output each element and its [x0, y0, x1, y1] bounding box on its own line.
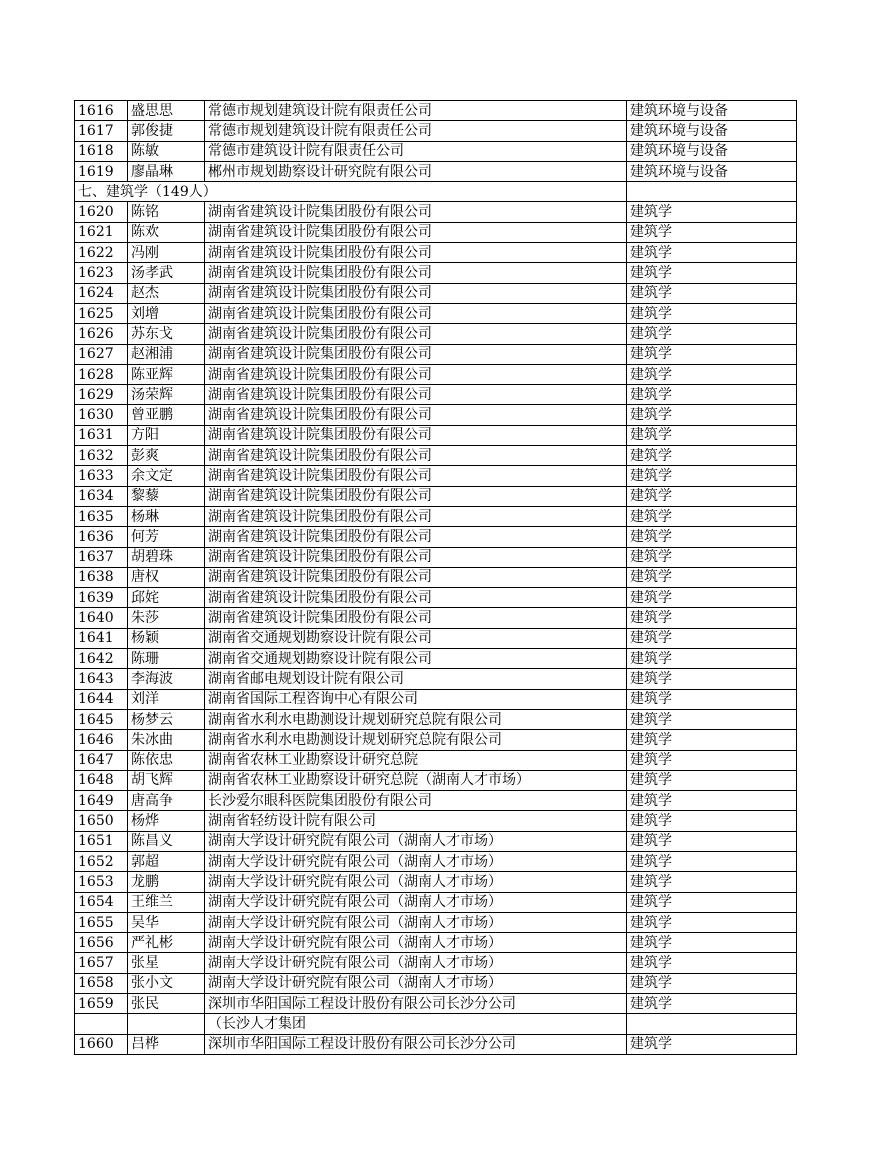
- empty-cell: [627, 182, 797, 202]
- unit-cell: 湖南大学设计研究院有限公司（湖南人才市场）: [205, 912, 627, 932]
- major-cell: 建筑学: [627, 344, 797, 364]
- unit-cell: 常德市规划建筑设计院有限责任公司: [205, 121, 627, 141]
- table-row: [75, 872, 797, 892]
- name-cell: 盛思思: [128, 101, 205, 121]
- major-cell: 建筑学: [627, 973, 797, 993]
- name-cell: 唐权: [128, 567, 205, 587]
- major-cell: 建筑学: [627, 547, 797, 567]
- name-cell: 陈欢: [128, 222, 205, 242]
- unit-cell: 长沙爱尔眼科医院集团股份有限公司: [205, 791, 627, 811]
- table-row: [75, 669, 797, 689]
- unit-cell: 湖南省建筑设计院集团股份有限公司: [205, 466, 627, 486]
- serial-number-cell: 1637: [75, 547, 128, 567]
- table-row: [75, 770, 797, 790]
- unit-cell: 湖南省水利水电勘测设计规划研究总院有限公司: [205, 730, 627, 750]
- section-title: 七、建筑学（149人）: [75, 182, 627, 202]
- unit-cell: 湖南省建筑设计院集团股份有限公司: [205, 446, 627, 466]
- unit-cell: 湖南省建筑设计院集团股份有限公司: [205, 425, 627, 445]
- table-row: [75, 466, 797, 486]
- roster-body: [75, 101, 797, 1055]
- major-cell: 建筑学: [627, 486, 797, 506]
- table-row: [75, 1034, 797, 1054]
- unit-cell: 湖南省建筑设计院集团股份有限公司: [205, 405, 627, 425]
- name-cell: 余文定: [128, 466, 205, 486]
- name-cell: 杨梦云: [128, 709, 205, 729]
- name-cell: 王维兰: [128, 892, 205, 912]
- table-row: [75, 953, 797, 973]
- table-row: [75, 811, 797, 831]
- table-row: [75, 405, 797, 425]
- major-cell: 建筑学: [627, 791, 797, 811]
- major-cell: 建筑学: [627, 588, 797, 608]
- serial-number-cell: 1626: [75, 324, 128, 344]
- table-row: [75, 283, 797, 303]
- serial-number-cell: 1659: [75, 994, 128, 1014]
- table-row: [75, 202, 797, 222]
- table-row: [75, 506, 797, 526]
- table-row: [75, 344, 797, 364]
- name-cell: 张小文: [128, 973, 205, 993]
- serial-number-cell: 1641: [75, 628, 128, 648]
- name-cell: 黎藜: [128, 486, 205, 506]
- serial-number-cell: 1649: [75, 791, 128, 811]
- serial-number-cell: 1642: [75, 649, 128, 669]
- serial-number-cell: 1616: [75, 101, 128, 121]
- name-cell: 汤孝武: [128, 263, 205, 283]
- name-cell: 龙鹏: [128, 872, 205, 892]
- unit-cell: 湖南省建筑设计院集团股份有限公司: [205, 527, 627, 547]
- table-row: [75, 364, 797, 384]
- major-cell: 建筑学: [627, 872, 797, 892]
- table-row: [75, 141, 797, 161]
- unit-cell: 深圳市华阳国际工程设计股份有限公司长沙分公司: [205, 994, 627, 1014]
- serial-number-cell: 1660: [75, 1034, 128, 1054]
- serial-number-cell: 1644: [75, 689, 128, 709]
- name-cell: 刘洋: [128, 689, 205, 709]
- table-row: [75, 851, 797, 871]
- table-row: [75, 222, 797, 242]
- major-cell: 建筑学: [627, 405, 797, 425]
- unit-cell: 常德市规划建筑设计院有限责任公司: [205, 101, 627, 121]
- unit-cell: 湖南省建筑设计院集团股份有限公司: [205, 608, 627, 628]
- major-cell: 建筑学: [627, 567, 797, 587]
- unit-cell: 郴州市规划勘察设计研究院有限公司: [205, 161, 627, 181]
- table-row: [75, 161, 797, 181]
- name-cell: 胡飞辉: [128, 770, 205, 790]
- serial-number-cell: 1656: [75, 933, 128, 953]
- major-cell: 建筑环境与设备: [627, 141, 797, 161]
- major-cell: 建筑学: [627, 243, 797, 263]
- table-row: [75, 709, 797, 729]
- table-row: [75, 750, 797, 770]
- serial-number-cell: 1623: [75, 263, 128, 283]
- name-cell: 陈依忠: [128, 750, 205, 770]
- serial-number-cell: 1629: [75, 385, 128, 405]
- name-cell: 陈铭: [128, 202, 205, 222]
- table-row: [75, 933, 797, 953]
- serial-number-cell: 1646: [75, 730, 128, 750]
- table-row: [75, 730, 797, 750]
- major-cell: 建筑学: [627, 222, 797, 242]
- name-cell: 杨琳: [128, 506, 205, 526]
- major-cell: 建筑学: [627, 1034, 797, 1054]
- table-row: [75, 892, 797, 912]
- serial-number-cell: 1622: [75, 243, 128, 263]
- table-row: [75, 791, 797, 811]
- name-cell: 陈昌义: [128, 831, 205, 851]
- table-row: [75, 649, 797, 669]
- table-row: [75, 486, 797, 506]
- table-row: [75, 831, 797, 851]
- serial-number-cell: 1633: [75, 466, 128, 486]
- table-row: [75, 446, 797, 466]
- name-cell: 张民: [128, 994, 205, 1014]
- serial-number-cell: 1621: [75, 222, 128, 242]
- name-cell: 朱莎: [128, 608, 205, 628]
- serial-number-cell: 1632: [75, 446, 128, 466]
- unit-cell: 湖南省建筑设计院集团股份有限公司: [205, 263, 627, 283]
- major-cell: 建筑学: [627, 425, 797, 445]
- table-row: [75, 547, 797, 567]
- major-cell: 建筑学: [627, 385, 797, 405]
- serial-number-cell: 1631: [75, 425, 128, 445]
- major-cell: 建筑环境与设备: [627, 121, 797, 141]
- serial-number-cell: 1653: [75, 872, 128, 892]
- serial-number-cell: 1636: [75, 527, 128, 547]
- name-cell: 赵杰: [128, 283, 205, 303]
- serial-number-cell: 1647: [75, 750, 128, 770]
- name-cell: 陈敏: [128, 141, 205, 161]
- major-cell: 建筑学: [627, 608, 797, 628]
- table-row: [75, 689, 797, 709]
- unit-cell: 湖南省建筑设计院集团股份有限公司: [205, 588, 627, 608]
- table-row: [75, 973, 797, 993]
- unit-cell: 湖南省建筑设计院集团股份有限公司: [205, 324, 627, 344]
- unit-cell: 湖南省建筑设计院集团股份有限公司: [205, 202, 627, 222]
- unit-cell: 湖南大学设计研究院有限公司（湖南人才市场）: [205, 831, 627, 851]
- name-cell: 严礼彬: [128, 933, 205, 953]
- major-cell: 建筑学: [627, 953, 797, 973]
- serial-number-cell: 1639: [75, 588, 128, 608]
- serial-number-cell: 1634: [75, 486, 128, 506]
- major-cell: 建筑学: [627, 851, 797, 871]
- name-cell: 刘增: [128, 303, 205, 323]
- unit-cell: （长沙人才集团: [205, 1014, 627, 1034]
- major-cell: 建筑环境与设备: [627, 161, 797, 181]
- unit-cell: 湖南省农林工业勘察设计研究总院（湖南人才市场）: [205, 770, 627, 790]
- unit-cell: 湖南大学设计研究院有限公司（湖南人才市场）: [205, 953, 627, 973]
- major-cell: 建筑学: [627, 506, 797, 526]
- name-cell: 吴华: [128, 912, 205, 932]
- table-row: [75, 425, 797, 445]
- serial-number-cell: 1651: [75, 831, 128, 851]
- major-cell: 建筑学: [627, 750, 797, 770]
- serial-number-cell: 1628: [75, 364, 128, 384]
- name-cell: 郭俊捷: [128, 121, 205, 141]
- table-row: [75, 385, 797, 405]
- table-row: [75, 567, 797, 587]
- major-cell: 建筑学: [627, 669, 797, 689]
- serial-number-cell: 1619: [75, 161, 128, 181]
- name-cell: 杨颖: [128, 628, 205, 648]
- unit-cell: 湖南省交通规划勘察设计院有限公司: [205, 628, 627, 648]
- major-cell: 建筑学: [627, 770, 797, 790]
- major-cell: 建筑学: [627, 324, 797, 344]
- serial-number-cell: 1625: [75, 303, 128, 323]
- section-header-row: [75, 182, 797, 202]
- unit-cell: 湖南省建筑设计院集团股份有限公司: [205, 547, 627, 567]
- unit-cell: 湖南省建筑设计院集团股份有限公司: [205, 506, 627, 526]
- serial-number-cell: 1650: [75, 811, 128, 831]
- unit-cell: 湖南省建筑设计院集团股份有限公司: [205, 283, 627, 303]
- unit-cell: 湖南大学设计研究院有限公司（湖南人才市场）: [205, 892, 627, 912]
- major-cell: 建筑学: [627, 831, 797, 851]
- serial-number-cell: 1635: [75, 506, 128, 526]
- unit-cell: 湖南省交通规划勘察设计院有限公司: [205, 649, 627, 669]
- unit-cell: 湖南省建筑设计院集团股份有限公司: [205, 243, 627, 263]
- unit-cell: 湖南省建筑设计院集团股份有限公司: [205, 364, 627, 384]
- serial-number-cell: 1627: [75, 344, 128, 364]
- name-cell: 曾亚鹏: [128, 405, 205, 425]
- unit-cell: 深圳市华阳国际工程设计股份有限公司长沙分公司: [205, 1034, 627, 1054]
- table-row: [75, 588, 797, 608]
- unit-cell: 湖南省建筑设计院集团股份有限公司: [205, 385, 627, 405]
- serial-number-cell: 1620: [75, 202, 128, 222]
- serial-number-cell: 1638: [75, 567, 128, 587]
- unit-cell: 湖南省建筑设计院集团股份有限公司: [205, 486, 627, 506]
- unit-cell: 湖南省邮电规划设计院有限公司: [205, 669, 627, 689]
- name-cell: 朱冰曲: [128, 730, 205, 750]
- serial-number-cell: 1658: [75, 973, 128, 993]
- table-row: [75, 527, 797, 547]
- name-cell: 何芳: [128, 527, 205, 547]
- major-cell: 建筑学: [627, 811, 797, 831]
- major-cell: 建筑学: [627, 466, 797, 486]
- major-cell: 建筑学: [627, 709, 797, 729]
- table-row: [75, 608, 797, 628]
- unit-cell: 湖南省水利水电勘测设计规划研究总院有限公司: [205, 709, 627, 729]
- major-cell: 建筑学: [627, 730, 797, 750]
- table-row: [75, 994, 797, 1014]
- unit-cell: 湖南省建筑设计院集团股份有限公司: [205, 222, 627, 242]
- name-cell: 胡碧珠: [128, 547, 205, 567]
- unit-cell: 湖南大学设计研究院有限公司（湖南人才市场）: [205, 872, 627, 892]
- table-row: [75, 263, 797, 283]
- unit-cell: 湖南大学设计研究院有限公司（湖南人才市场）: [205, 933, 627, 953]
- unit-cell: 常德市建筑设计院有限责任公司: [205, 141, 627, 161]
- serial-number-cell: 1654: [75, 892, 128, 912]
- major-cell: 建筑学: [627, 527, 797, 547]
- unit-cell: 湖南省轻纺设计院有限公司: [205, 811, 627, 831]
- major-cell: 建筑学: [627, 649, 797, 669]
- major-cell: 建筑环境与设备: [627, 101, 797, 121]
- name-cell: 杨烨: [128, 811, 205, 831]
- unit-cell: 湖南省建筑设计院集团股份有限公司: [205, 344, 627, 364]
- serial-number-cell: 1643: [75, 669, 128, 689]
- name-cell: 赵湘浦: [128, 344, 205, 364]
- serial-number-cell: 1618: [75, 141, 128, 161]
- unit-cell: 湖南省建筑设计院集团股份有限公司: [205, 303, 627, 323]
- unit-cell: 湖南大学设计研究院有限公司（湖南人才市场）: [205, 851, 627, 871]
- serial-number-cell: 1624: [75, 283, 128, 303]
- unit-cell: 湖南省农林工业勘察设计研究总院: [205, 750, 627, 770]
- serial-number-cell: 1645: [75, 709, 128, 729]
- name-cell: 李海波: [128, 669, 205, 689]
- major-cell: 建筑学: [627, 912, 797, 932]
- serial-number-cell: 1648: [75, 770, 128, 790]
- table-row: [75, 101, 797, 121]
- major-cell: 建筑学: [627, 263, 797, 283]
- major-cell: [627, 1014, 797, 1034]
- name-cell: 邱姹: [128, 588, 205, 608]
- serial-number-cell: 1640: [75, 608, 128, 628]
- table-row: [75, 628, 797, 648]
- serial-number-cell: 1655: [75, 912, 128, 932]
- table-row: [75, 303, 797, 323]
- table-row: [75, 121, 797, 141]
- major-cell: 建筑学: [627, 202, 797, 222]
- name-cell: 汤荣辉: [128, 385, 205, 405]
- serial-number-cell: 1652: [75, 851, 128, 871]
- name-cell: 陈亚辉: [128, 364, 205, 384]
- serial-number-cell: 1657: [75, 953, 128, 973]
- name-cell: 方阳: [128, 425, 205, 445]
- unit-cell: 湖南省建筑设计院集团股份有限公司: [205, 567, 627, 587]
- unit-cell: 湖南省国际工程咨询中心有限公司: [205, 689, 627, 709]
- table-row: [75, 912, 797, 932]
- major-cell: 建筑学: [627, 933, 797, 953]
- major-cell: 建筑学: [627, 303, 797, 323]
- name-cell: 苏东戈: [128, 324, 205, 344]
- major-cell: 建筑学: [627, 994, 797, 1014]
- major-cell: 建筑学: [627, 628, 797, 648]
- serial-number-cell: [75, 1014, 128, 1034]
- serial-number-cell: 1630: [75, 405, 128, 425]
- name-cell: 冯刚: [128, 243, 205, 263]
- major-cell: 建筑学: [627, 283, 797, 303]
- name-cell: 陈珊: [128, 649, 205, 669]
- roster-table: [74, 100, 797, 1055]
- serial-number-cell: 1617: [75, 121, 128, 141]
- major-cell: 建筑学: [627, 892, 797, 912]
- name-cell: 郭超: [128, 851, 205, 871]
- name-cell: 廖晶琳: [128, 161, 205, 181]
- name-cell: 张星: [128, 953, 205, 973]
- name-cell: 吕桦: [128, 1034, 205, 1054]
- major-cell: 建筑学: [627, 364, 797, 384]
- table-row: [75, 1014, 797, 1034]
- name-cell: 彭爽: [128, 446, 205, 466]
- major-cell: 建筑学: [627, 446, 797, 466]
- table-row: [75, 324, 797, 344]
- unit-cell: 湖南大学设计研究院有限公司（湖南人才市场）: [205, 973, 627, 993]
- name-cell: 唐高争: [128, 791, 205, 811]
- major-cell: 建筑学: [627, 689, 797, 709]
- name-cell: [128, 1014, 205, 1034]
- table-row: [75, 243, 797, 263]
